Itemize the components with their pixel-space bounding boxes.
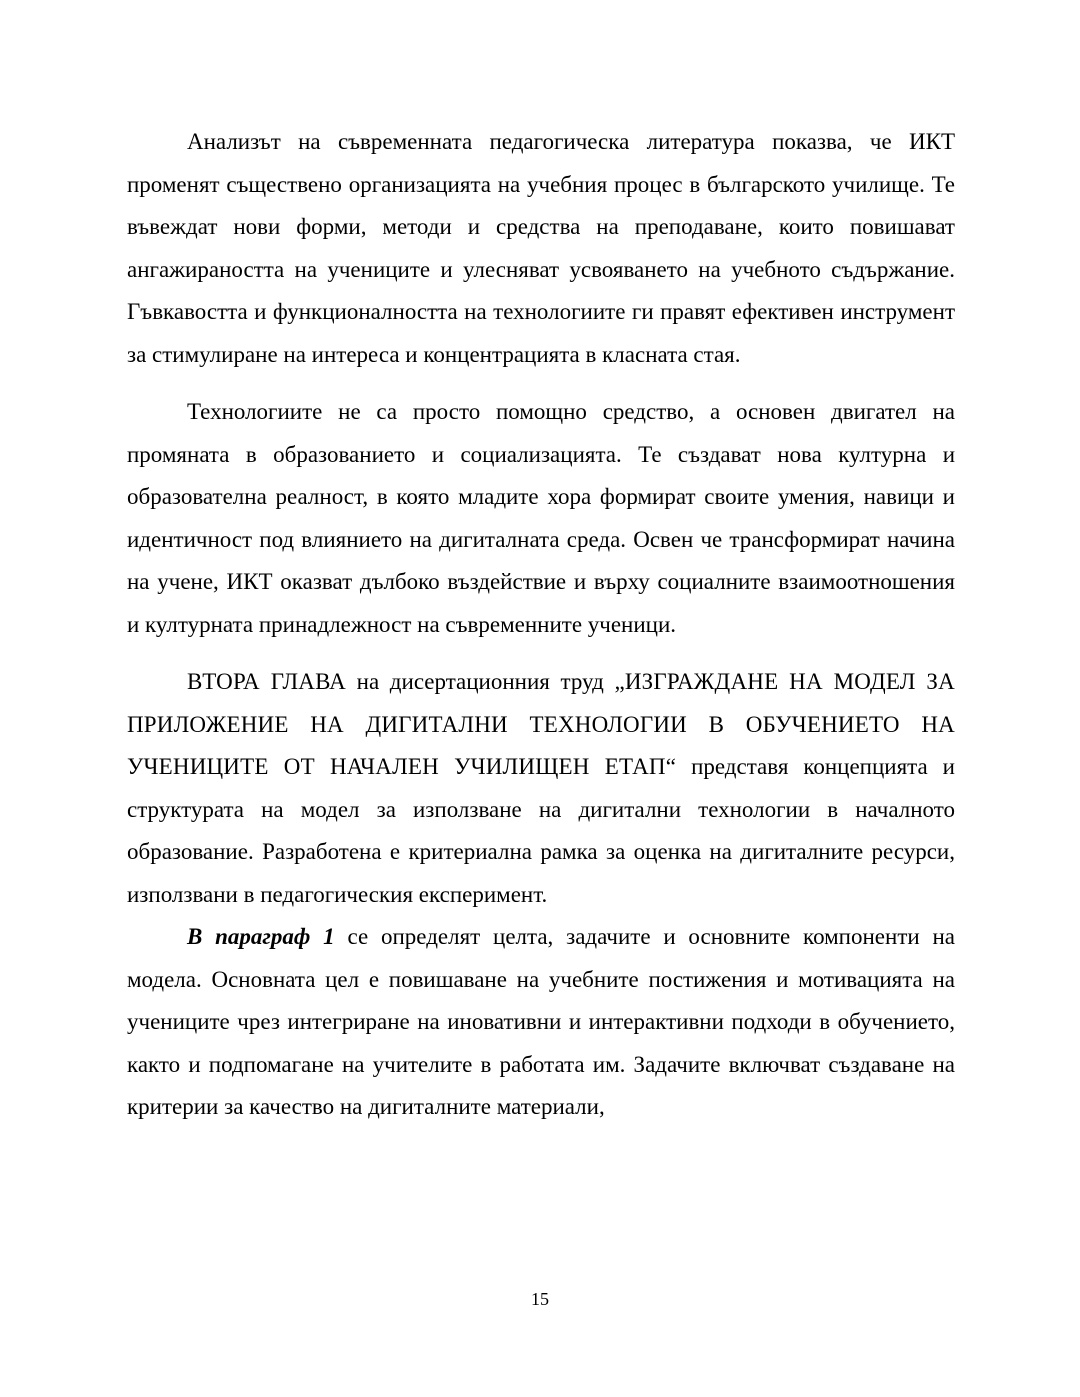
chapter-title: „ИЗГРАЖДАНЕ НА МОДЕЛ ЗА ПРИЛОЖЕНИЕ НА ДИГИТАЛНИ ТЕХНОЛОГИИ В ОБУЧЕНИЕТО НА УЧЕНИЦИТЕ ОТ НАЧАЛЕН УЧИЛИЩЕН ЕТАП“	[127, 669, 955, 779]
section-body-text: се определят целта, задачите и основните компоненти на модела. Основната цел е повишаване на учебните постижения и мотивацията на учениците чрез интегриране на иновативни и интерактивни подходи в обучението, както и подпомагане на учителите в работата им. Задачите включват създаване на критерии за качество на дигиталните материали,	[127, 924, 955, 1119]
paragraph-section-one	[127, 916, 955, 1129]
chapter-description-text: представя концепцията и структурата на модел за използване на дигитални технологии в началното образование. Разработена е критериална рамка за оценка на дигиталните ресурси, използвани в педагогическия експеримент.	[127, 754, 955, 907]
paragraph-technology-role: Технологиите не са просто помощно средство, а основен двигател на промяната в образованието и социализацията. Те създават нова културна и образователна реалност, в която младите хора формират своите умения, навици и идентичност под влиянието на дигиталната среда. Освен че трансформират начина на учене, ИКТ оказват дълбоко въздействие и върху социалните взаимоотношения и културната принадлежност на съвременните ученици.	[127, 399, 955, 637]
paragraph-ict-analysis: Анализът на съвременната педагогическа литература показва, че ИКТ променят съществено организацията на учебния процес в българското училище. Те въвеждат нови форми, методи и средства на преподаване, които повишават ангажираността на учениците и улесняват усвояването на учебното съдържание. Гъвкавостта и функционалността на технологиите ги правят ефективен инструмент за стимулиране на интереса и концентрацията в класната стая.	[127, 129, 955, 367]
chapter-connector-text: на дисертационния труд	[345, 669, 615, 694]
page-number: 15	[531, 1289, 549, 1309]
paragraph-chapter-two	[127, 661, 955, 916]
section-lead-label: В параграф 1	[187, 924, 335, 949]
chapter-label: ВТОРА ГЛАВА	[187, 669, 346, 694]
